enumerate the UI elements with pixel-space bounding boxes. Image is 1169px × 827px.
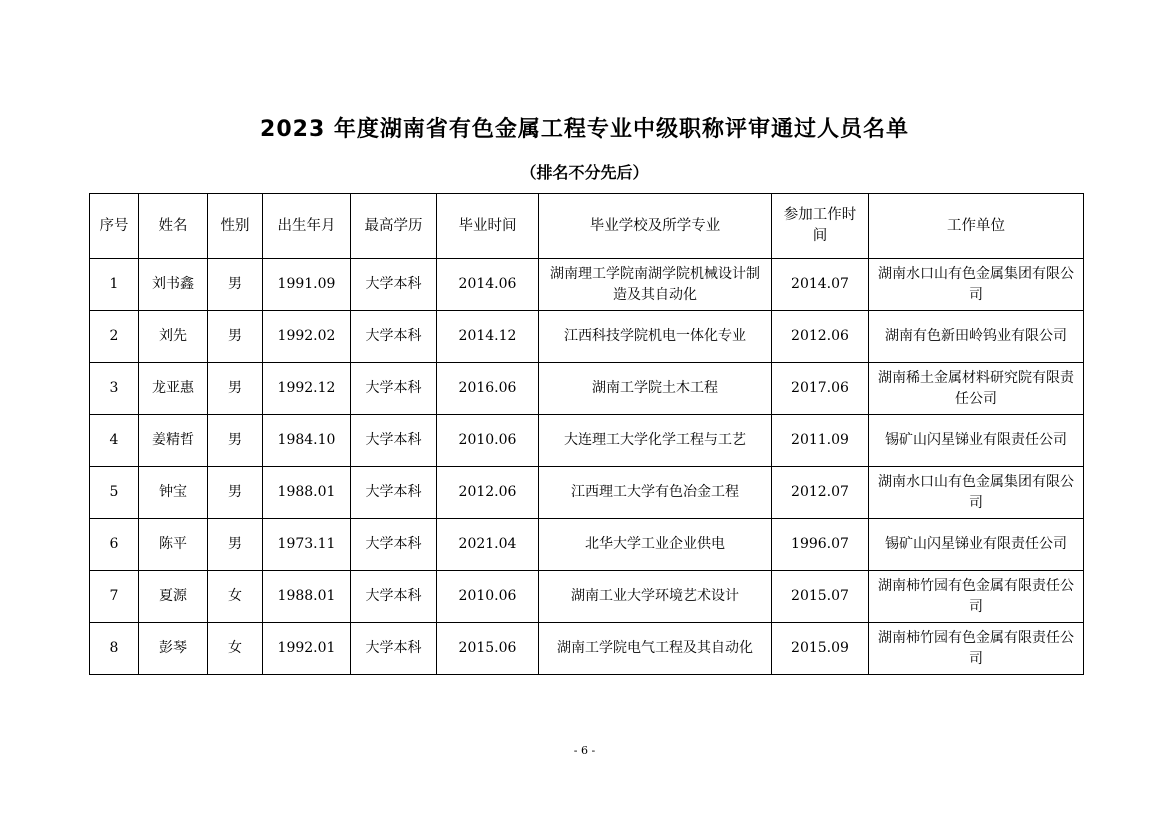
cell-index: 1 — [90, 259, 139, 311]
cell-graduation-date: 2014.12 — [437, 311, 539, 363]
cell-education: 大学本科 — [351, 519, 437, 571]
header-graduation-date: 毕业时间 — [437, 194, 539, 259]
cell-gender: 男 — [208, 415, 263, 467]
cell-birth: 1992.12 — [263, 363, 351, 415]
cell-work-start: 2014.07 — [772, 259, 869, 311]
table-row — [90, 363, 1084, 415]
document-subtitle: （排名不分先后） — [520, 163, 649, 182]
cell-graduation-date: 2014.06 — [437, 259, 539, 311]
document-title: 2023 年度湖南省有色金属工程专业中级职称评审通过人员名单 — [260, 117, 909, 142]
table-row — [90, 519, 1084, 571]
cell-gender: 女 — [208, 623, 263, 675]
cell-birth: 1992.02 — [263, 311, 351, 363]
cell-school-major: 湖南工业大学环境艺术设计 — [539, 571, 772, 623]
cell-employer: 锡矿山闪星锑业有限责任公司 — [869, 519, 1084, 571]
table-header-row — [90, 194, 1084, 259]
cell-education: 大学本科 — [351, 415, 437, 467]
cell-employer: 湖南水口山有色金属集团有限公司 — [869, 467, 1084, 519]
cell-school-major: 湖南工学院电气工程及其自动化 — [539, 623, 772, 675]
cell-education: 大学本科 — [351, 571, 437, 623]
cell-gender: 男 — [208, 467, 263, 519]
cell-name: 彭琴 — [139, 623, 208, 675]
cell-name: 钟宝 — [139, 467, 208, 519]
cell-name: 陈平 — [139, 519, 208, 571]
cell-gender: 男 — [208, 363, 263, 415]
cell-employer: 湖南有色新田岭钨业有限公司 — [869, 311, 1084, 363]
cell-name: 龙亚惠 — [139, 363, 208, 415]
cell-education: 大学本科 — [351, 259, 437, 311]
cell-school-major: 湖南理工学院南湖学院机械设计制造及其自动化 — [539, 259, 772, 311]
cell-graduation-date: 2021.04 — [437, 519, 539, 571]
table-row — [90, 571, 1084, 623]
cell-school-major: 江西理工大学有色冶金工程 — [539, 467, 772, 519]
cell-school-major: 湖南工学院土木工程 — [539, 363, 772, 415]
cell-graduation-date: 2010.06 — [437, 571, 539, 623]
header-name: 姓名 — [139, 194, 208, 259]
cell-name: 刘书鑫 — [139, 259, 208, 311]
cell-work-start: 2011.09 — [772, 415, 869, 467]
cell-employer: 湖南稀土金属材料研究院有限责任公司 — [869, 363, 1084, 415]
table-row — [90, 311, 1084, 363]
cell-work-start: 2015.09 — [772, 623, 869, 675]
header-employer: 工作单位 — [869, 194, 1084, 259]
table-row — [90, 259, 1084, 311]
cell-work-start: 2012.07 — [772, 467, 869, 519]
cell-gender: 男 — [208, 259, 263, 311]
cell-birth: 1991.09 — [263, 259, 351, 311]
cell-graduation-date: 2012.06 — [437, 467, 539, 519]
table-row — [90, 467, 1084, 519]
cell-education: 大学本科 — [351, 363, 437, 415]
cell-birth: 1992.01 — [263, 623, 351, 675]
page-number: - 6 - — [573, 744, 596, 757]
cell-name: 夏源 — [139, 571, 208, 623]
cell-index: 7 — [90, 571, 139, 623]
cell-graduation-date: 2010.06 — [437, 415, 539, 467]
cell-index: 8 — [90, 623, 139, 675]
personnel-table — [89, 193, 1084, 675]
cell-graduation-date: 2015.06 — [437, 623, 539, 675]
cell-index: 3 — [90, 363, 139, 415]
cell-employer: 湖南柿竹园有色金属有限责任公司 — [869, 623, 1084, 675]
header-birth: 出生年月 — [263, 194, 351, 259]
cell-index: 5 — [90, 467, 139, 519]
cell-birth: 1973.11 — [263, 519, 351, 571]
cell-gender: 女 — [208, 571, 263, 623]
cell-education: 大学本科 — [351, 311, 437, 363]
cell-index: 2 — [90, 311, 139, 363]
cell-gender: 男 — [208, 519, 263, 571]
cell-school-major: 江西科技学院机电一体化专业 — [539, 311, 772, 363]
cell-education: 大学本科 — [351, 623, 437, 675]
cell-name: 姜精哲 — [139, 415, 208, 467]
cell-work-start: 2017.06 — [772, 363, 869, 415]
cell-birth: 1988.01 — [263, 467, 351, 519]
header-index: 序号 — [90, 194, 139, 259]
cell-education: 大学本科 — [351, 467, 437, 519]
cell-employer: 湖南水口山有色金属集团有限公司 — [869, 259, 1084, 311]
cell-birth: 1988.01 — [263, 571, 351, 623]
header-work-start: 参加工作时间 — [772, 194, 869, 259]
cell-gender: 男 — [208, 311, 263, 363]
cell-index: 6 — [90, 519, 139, 571]
cell-birth: 1984.10 — [263, 415, 351, 467]
cell-work-start: 2012.06 — [772, 311, 869, 363]
table-row — [90, 415, 1084, 467]
header-gender: 性别 — [208, 194, 263, 259]
table-body — [90, 259, 1084, 675]
cell-employer: 湖南柿竹园有色金属有限责任公司 — [869, 571, 1084, 623]
cell-employer: 锡矿山闪星锑业有限责任公司 — [869, 415, 1084, 467]
header-education: 最高学历 — [351, 194, 437, 259]
cell-name: 刘先 — [139, 311, 208, 363]
table-row — [90, 623, 1084, 675]
cell-school-major: 大连理工大学化学工程与工艺 — [539, 415, 772, 467]
cell-index: 4 — [90, 415, 139, 467]
cell-work-start: 1996.07 — [772, 519, 869, 571]
header-school-major: 毕业学校及所学专业 — [539, 194, 772, 259]
cell-school-major: 北华大学工业企业供电 — [539, 519, 772, 571]
cell-graduation-date: 2016.06 — [437, 363, 539, 415]
cell-work-start: 2015.07 — [772, 571, 869, 623]
